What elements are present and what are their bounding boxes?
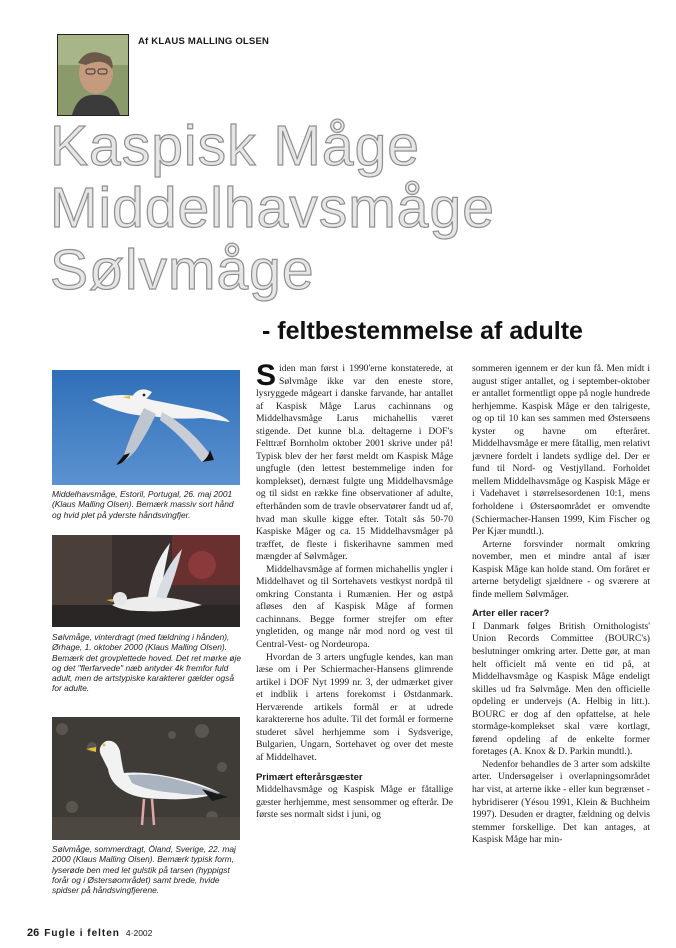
photo-caption: Sølvmåge, vinterdragt (med fældning i hånden), Ørhage, 1. oktober 2000 (Klaus Malling Olsen). Bemærk det grovplettede hoved. Det ret mørke øje og det "flerfarvede" næb antyder 4k fremfor fuld adult, men de artstypiske karakterer gælder også for adulte. [52, 632, 241, 694]
article-subtitle: - feltbestemmelse af adulte [262, 317, 583, 345]
author-byline: Af KLAUS MALLING OLSEN [138, 36, 270, 47]
page-number: 26 [27, 927, 40, 939]
title-line: Kaspisk Måge [50, 114, 421, 178]
issue-number: 4·2002 [125, 928, 153, 938]
drop-cap: S [256, 359, 277, 392]
body-paragraph: Arterne forsvinder normalt omkring november, men et mindre antal af især Kaspisk Måge kan holde stand. Om foråret er arterne betydeligt sjældnere - og sværere at finde mellem Sølvmåger. [472, 538, 650, 600]
title-line: Sølvmåge [50, 238, 315, 302]
photo-herring-gull-winter [52, 535, 240, 627]
photo-caption: Middelhavsmåge, Estoril, Portugal, 26. maj 2001 (Klaus Malling Olsen). Bemærk massiv sort hånd og hvid plet på yderste håndsvingfjer. [52, 489, 234, 520]
body-paragraph: Middelhavsmåge af formen michahellis yngler i Middelhavet og til Sortehavets vestkyst nordpå til omkring Constanta i Rumænien. Her og østpå afløses den af Kaspisk Måge af formen cachinnans. Begge former strejfer om efter yngletiden, og mange når mod nord og vest til Central-Vest- og Nordeuropa. [256, 563, 453, 651]
article-column-2 [472, 363, 650, 847]
photo-yellow-legged-gull-flight [52, 370, 240, 485]
body-paragraph: Middelhavsmåge og Kaspisk Måge er fåtallige gæster herhjemme, mest sensommer og efterår. De første ses normalt sidst i juni, og [256, 784, 453, 821]
author-photo [57, 34, 129, 116]
section-heading: Primært efterårsgæster [256, 771, 363, 783]
page-footer [27, 923, 152, 941]
article-title [50, 115, 650, 301]
body-paragraph: sommeren igennem er der kun få. Men midt i august stiger antallet, og i september-oktober er antallet formentligt oppe på nogle hundrede herhjemme. Kaspisk Måge er den talrigeste, og op til 10 kan ses sammen med Østersøens kyster og havne om efteråret. Middelhavsmåge er mere fåtallig, men relativt jævnere fordelt i landets sydlige del. Der er fund til Nord- og Vestjylland. Forholdet mellem Middelhavsmåge og Kaspisk Måge er i Vadehavet i størrelsesordenen 10:1, mens forholdene i Østersøområdet er omvendte (Schiermacher-Hansen 1999, Kim Fischer og Per Kjær mundtl.). [472, 363, 650, 538]
section-heading: Arter eller racer? [472, 608, 550, 620]
photo-caption: Sølvmåge, sommerdragt, Öland, Sverige, 22. maj 2000 (Klaus Malling Olsen). Bemærk typisk form, lyserøde ben med let gulstik på tarsen (hyppigst forår og i Østersøområdet) samt brede, hvide spidser på håndsvingfjerene. [52, 844, 236, 896]
body-paragraph: Siden man først i 1990'erne konstaterede, at Sølvmåge ikke var den eneste store, lysryggede mågeart i danske farvande, har antallet af Kaspisk Måge Larus cachinnans og Middelhavsmåge Larus michahellis været stigende. Det kunne bl.a. deltagerne i DOF's Felttræf Bornholm oktober 2001 skrive under på! Typisk blev der her først meldt om Kaspisk Måge ungfugle (den lettest bestemmelige inden for komplekset), dernæst fulgte ung Middelhavsmåge og til sidst en række fine observationer af adulte, efterhånden som de travle observatører fandt ud af, hvad man skulle kigge efter. Totalt sås 50-70 Kaspiske Måger og ca. 15 Middelhavsmåger på træffet, de fleste i fiskerihavne sammen med mængder af Sølvmåger. [256, 359, 453, 563]
title-line: Middelhavsmåge [50, 176, 495, 240]
body-paragraph: Nedenfor behandles de 3 arter som adskilte arter. Undersøgelser i overlapningsområdet har vist, at arterne ikke - eller kun begrænset - hybridiserer (Yésou 1991, Klein & Buchheim 1997). Desuden er dragter, fældning og delvis stemmer forskellige. Det kan antages, at Kaspisk Måge har min- [472, 758, 650, 846]
photo-herring-gull-summer [52, 717, 240, 840]
body-paragraph: Hvordan de 3 arters ungfugle kendes, kan man læse om i Per Schiermacher-Hansens glimrende artikel i DOF Nyt 1999 nr. 3, der udmærket giver et indblik i artens forekomst i Østdanmark. Herværende artikels formål er at udrede karaktererne hos adulte. Til det formål er formerne studeret såvel herhjemme som i Sydsverige, Bulgarien, Ungarn, Sortehavet og over det meste af Middelhavet. [256, 651, 453, 763]
article-column-1 [256, 359, 453, 822]
magazine-name: Fugle i felten [44, 928, 120, 939]
body-paragraph: I Danmark følges British Ornithologists' Union Records Committee (BOURC's) beslutninger omkring arter. Dette gør, at man helt officielt må vente en tid på, at Middelhavsmåge og Kaspisk Måge endeligt skilles ud fra Sølvmåge. Men den officielle opdeling er undervejs (A. Helbig in litt.). BOURC er dog af den opfattelse, at hele stormåge-komplekset skal være kortlagt, førend opdeling af de enkelte former foretages (A. Knox & D. Parkin mundtl.). [472, 620, 650, 758]
